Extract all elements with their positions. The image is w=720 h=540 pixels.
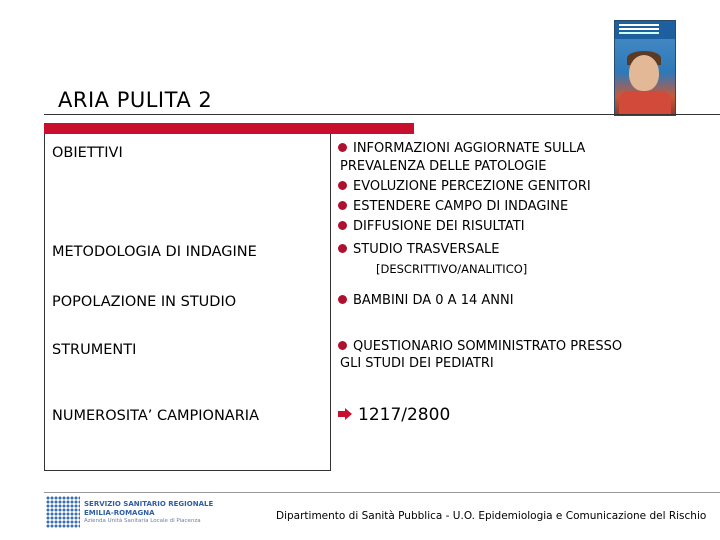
- objective-1-line-2: PREVALENZA DELLE PATOLOGIE: [340, 159, 547, 174]
- red-dot-bullet-icon: [338, 181, 347, 190]
- red-dot-bullet-icon: [338, 221, 347, 230]
- red-arrow-icon: [338, 408, 352, 420]
- population-item: [338, 291, 514, 311]
- footer-text: Dipartimento di Sanità Pubblica - U.O. Epidemiologia e Comunicazione del Rischio: [276, 510, 707, 522]
- red-dot-bullet-icon: [338, 295, 347, 304]
- sample-size-value: 1217/2800: [358, 405, 451, 425]
- objective-4-text: DIFFUSIONE DEI RISULTATI: [353, 219, 525, 234]
- child-face: [629, 55, 659, 91]
- objective-3-text: ESTENDERE CAMPO DI INDAGINE: [353, 199, 569, 214]
- cover-thumbnail: [614, 20, 676, 116]
- footer-divider: [44, 492, 720, 493]
- logo-line-1: SERVIZIO SANITARIO REGIONALE: [84, 500, 214, 508]
- objective-item-3: [338, 197, 568, 217]
- logo-line-2: EMILIA-ROMAGNA: [84, 509, 155, 517]
- cover-header: [615, 21, 675, 39]
- accent-bar: [44, 123, 414, 134]
- tools-line-2: GLI STUDI DEI PEDIATRI: [340, 356, 494, 371]
- health-service-logo: [46, 496, 214, 530]
- tools-line-1: QUESTIONARIO SOMMINISTRATO PRESSO: [353, 339, 623, 354]
- label-objectives: OBIETTIVI: [52, 145, 123, 161]
- frame-middle-border: [330, 134, 331, 470]
- sample-size-item: [338, 405, 450, 425]
- frame-left-border: [44, 134, 45, 470]
- objective-2-text: EVOLUZIONE PERCEZIONE GENITORI: [353, 179, 591, 194]
- red-dot-bullet-icon: [338, 143, 347, 152]
- objective-item-1: [338, 139, 585, 159]
- methodology-text: STUDIO TRASVERSALE: [353, 242, 500, 257]
- methodology-subtext: [DESCRITTIVO/ANALITICO]: [376, 262, 528, 276]
- dot-grid-logo-icon: [46, 496, 80, 528]
- objective-1-line-1: INFORMAZIONI AGGIORNATE SULLA: [353, 141, 586, 156]
- label-sample-size: NUMEROSITA’ CAMPIONARIA: [52, 408, 259, 424]
- label-tools: STRUMENTI: [52, 342, 137, 358]
- child-shirt: [619, 91, 671, 115]
- population-text: BAMBINI DA 0 A 14 ANNI: [353, 293, 514, 308]
- title-divider: [44, 114, 720, 115]
- objective-item-4: [338, 217, 525, 237]
- red-dot-bullet-icon: [338, 201, 347, 210]
- objective-item-2: [338, 177, 591, 197]
- frame-bottom-border: [44, 470, 331, 471]
- methodology-item: [338, 240, 500, 260]
- label-population: POPOLAZIONE IN STUDIO: [52, 294, 237, 310]
- label-methodology: METODOLOGIA DI INDAGINE: [52, 244, 257, 260]
- slide-title: ARIA PULITA 2: [58, 88, 213, 112]
- logo-line-3: Azienda Unità Sanitaria Locale di Piacenza: [84, 518, 201, 524]
- red-dot-bullet-icon: [338, 341, 347, 350]
- red-dot-bullet-icon: [338, 244, 347, 253]
